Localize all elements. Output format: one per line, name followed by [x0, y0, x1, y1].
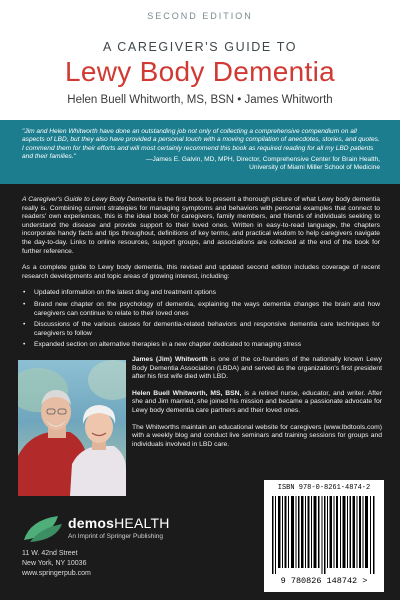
quote-attribution: [40, 156, 380, 173]
publisher-tagline: An Imprint of Springer Publishing: [68, 533, 164, 540]
author-photo-illustration: [18, 360, 126, 496]
book-description: [22, 196, 380, 353]
edition-label: SECOND EDITION: [147, 11, 253, 21]
bio-helen-name: Helen Buell Whitworth, MS, BSN,: [132, 389, 242, 397]
publisher-website: www.springerpub.com: [22, 570, 91, 577]
publisher-brand-bold: demos: [68, 515, 115, 531]
address-street: 11 W. 42nd Street: [22, 550, 78, 557]
address-city: New York, NY 10036: [22, 560, 87, 567]
quote-text: "Jim and Helen Whitworth have done an outstanding job not only of collecting a comprehensive compendium on all aspects of LBD, but they also have provided a personal touch with a moving compilation of anecdotes, stories, and quotes. I commend them for their efforts and will most certainly recommend this book as required reading for all my LBD patients and their families.": [22, 128, 380, 160]
publisher-address: [22, 549, 91, 579]
feature-item: • Brand new chapter on the psychology of dementia, explaining the ways dementia changes the brain and how caregivers can continue to relate to their loved ones: [22, 301, 380, 318]
quote-attribution-line2: University of Miami Miller School of Medicine: [249, 164, 380, 172]
publisher-logo: [22, 512, 172, 548]
feature-item: • Expanded section on alternative therapies in a new chapter dedicated to managing stress: [22, 341, 380, 350]
book-authors: Helen Buell Whitworth, MS, BSN • James Whitworth: [67, 94, 333, 106]
feature-list: [22, 289, 380, 350]
bio-helen: [132, 390, 382, 416]
leaf-logo-icon: [22, 514, 64, 544]
endorsement-quote: [0, 120, 400, 184]
author-photo: [18, 360, 126, 496]
bio-website: The Whitworths maintain an educational website for caregivers (www.lbdtools.com) with a weekly blog and conduct live seminars and training sessions for groups and individuals involved in LBD care.: [132, 423, 382, 448]
description-paragraph-1-text: is the first book to present a thorough picture of what Lewy body dementia really is. Combining current strategies for managing symptoms and behaviors with personal examples that connect to readers' own experiences, this is the ideal book for caregivers, family members, and friends of individuals seeking to understand the disease and provide support to their loved ones. Written in easy-to-read language, the chapters incorporate handy facts and tips throughout, definitions of key terms, and practical wisdom to help caregivers navigate the day-to-day. Links to online resources, support groups, and associations are collected at the end of the book for further reference.: [22, 196, 380, 255]
author-bios: [132, 356, 382, 457]
cover-header: [0, 0, 400, 120]
isbn-label: ISBN 978-0-8261-4874-2: [277, 484, 371, 492]
bio-james: [132, 356, 382, 382]
publisher-brand-light: HEALTH: [114, 515, 170, 531]
barcode-icon: [270, 496, 378, 574]
isbn-barcode-box: [264, 480, 384, 592]
publisher-brand: [68, 515, 170, 531]
bio-helen-text: is a retired nurse, educator, and writer. After she and Jim married, she joined his mission and became a passionate advocate for Lewy body dementia care partners and their loved ones.: [132, 389, 382, 414]
book-title-italic: A Caregiver's Guide to Lewy Body Dementia: [22, 196, 156, 203]
book-subtitle: A CAREGIVER'S GUIDE TO: [102, 40, 298, 54]
feature-item: • Discussions of the various causes for dementia-related behaviors and responsive dementia care techniques for caregivers to follow: [22, 321, 380, 338]
description-paragraph-2: As a complete guide to Lewy body dementia, this revised and updated second edition includes coverage of recent research developments and topic areas of growing interest, including:: [22, 264, 380, 280]
description-paragraph-1: [22, 196, 380, 256]
book-title: Lewy Body Dementia: [65, 56, 335, 87]
feature-item: • Updated information on the latest drug and treatment options: [22, 289, 380, 298]
bio-james-name: James (Jim) Whitworth: [132, 356, 208, 363]
quote-attribution-line1: —James E. Galvin, MD, MPH, Director, Comprehensive Center for Brain Health,: [145, 156, 380, 163]
bio-james-text: is one of the co-founders of the nationally known Lewy Body Dementia Association (LBDA) and served as the organization's first president after his first wife died with LBD.: [132, 356, 382, 381]
isbn-digits: 9 780826 148742 >: [280, 576, 368, 586]
